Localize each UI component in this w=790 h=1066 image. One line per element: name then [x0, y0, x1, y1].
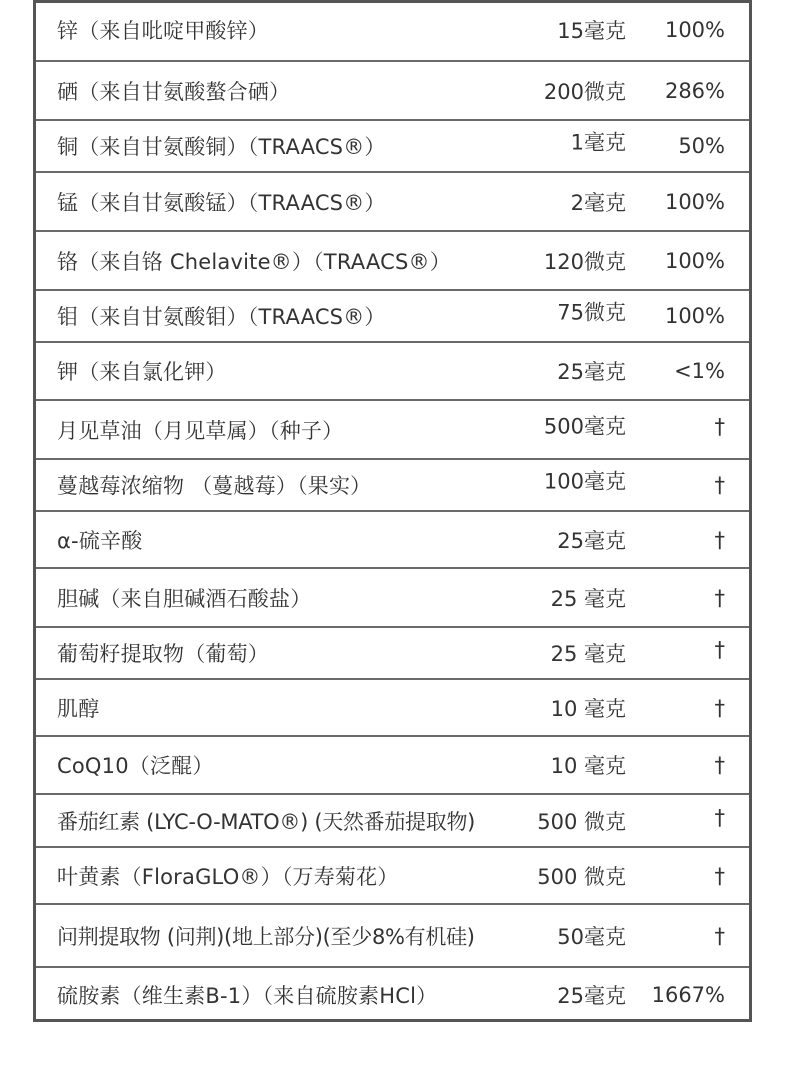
ingredient-name: 问荆提取物 (问荆)(地上部分)(至少8%有机硅): [57, 924, 475, 949]
ingredient-name: α-硫辛酸: [57, 528, 143, 553]
table-row: [36, 0, 749, 62]
ingredient-amount: 100毫克: [543, 469, 626, 494]
ingredient-amount: 25毫克: [557, 360, 626, 384]
ingredient-amount: 25 毫克: [550, 586, 626, 611]
table-row: [36, 121, 749, 173]
daily-value: †: [714, 863, 725, 888]
table-row: [36, 173, 749, 232]
daily-value: 100%: [664, 304, 725, 328]
ingredient-name: 锌（来自吡啶甲酸锌）: [57, 19, 269, 43]
ingredient-name: 锰（来自甘氨酸锰）（TRAACS®）: [57, 190, 386, 215]
ingredient-name: 蔓越莓浓缩物 （蔓越莓）（果实）: [57, 474, 372, 498]
daily-value: 100%: [664, 189, 725, 214]
ingredient-amount: 25毫克: [557, 984, 626, 1008]
table-row: [36, 291, 749, 343]
table-row: [36, 569, 749, 628]
table-row: [36, 512, 749, 569]
table-row: [36, 232, 749, 291]
ingredient-amount: 10 毫克: [550, 696, 626, 721]
ingredient-name: 肌醇: [57, 696, 100, 721]
ingredient-name: 硒（来自甘氨酸螯合硒）: [57, 79, 291, 104]
ingredient-amount: 120微克: [543, 249, 626, 274]
ingredient-name: 月见草油（月见草属）（种子）: [57, 418, 344, 443]
ingredient-name: CoQ10（泛醌）: [57, 754, 214, 778]
ingredient-amount: 10 毫克: [550, 754, 626, 778]
ingredient-name: 钼（来自甘氨酸钼）（TRAACS®）: [57, 305, 386, 329]
ingredient-amount: 500 微克: [537, 809, 626, 834]
ingredient-name: 钾（来自氯化钾）: [57, 360, 227, 384]
ingredient-name: 胆碱（来自胆碱酒石酸盐）: [57, 586, 312, 611]
table-row: [36, 62, 749, 121]
daily-value: †: [714, 473, 725, 497]
table-row: [36, 401, 749, 460]
table-row: [36, 628, 749, 680]
ingredient-amount: 25 毫克: [550, 642, 626, 666]
ingredient-name: 葡萄籽提取物（葡萄）: [57, 642, 269, 666]
daily-value: †: [714, 923, 725, 948]
table-row: [36, 343, 749, 401]
ingredient-amount: 1毫克: [570, 130, 626, 155]
table-row: [36, 795, 749, 848]
ingredient-amount: 500 微克: [537, 864, 626, 889]
table-row: [36, 968, 749, 1022]
daily-value: <1%: [674, 359, 725, 383]
daily-value: 100%: [664, 248, 725, 273]
ingredient-amount: 200微克: [543, 79, 626, 104]
ingredient-amount: 500毫克: [543, 414, 626, 438]
daily-value: 1667%: [651, 983, 725, 1007]
daily-value: 50%: [678, 134, 725, 158]
ingredient-name: 番茄红素 (LYC-O-MATO®) (天然番茄提取物): [57, 809, 476, 834]
table-row: [36, 680, 749, 737]
daily-value: †: [714, 413, 725, 438]
daily-value: †: [714, 695, 725, 720]
daily-value: †: [714, 753, 725, 777]
table-row: [36, 737, 749, 795]
ingredient-amount: 50毫克: [557, 924, 626, 949]
table-row: [36, 460, 749, 512]
daily-value: †: [714, 585, 725, 610]
ingredient-amount: 15毫克: [557, 19, 626, 43]
ingredient-amount: 75微克: [557, 300, 626, 325]
table-row: [36, 848, 749, 905]
daily-value: †: [714, 804, 725, 829]
daily-value: 286%: [664, 78, 725, 103]
ingredient-name: 叶黄素（FloraGLO®）（万寿菊花）: [57, 864, 399, 889]
ingredient-amount: 2毫克: [570, 190, 626, 215]
supplement-facts-table: [33, 0, 752, 1022]
ingredient-name: 铜（来自甘氨酸铜）（TRAACS®）: [57, 135, 386, 159]
ingredient-amount: 25毫克: [557, 528, 626, 553]
ingredient-name: 硫胺素（维生素B-1）（来自硫胺素HCl）: [57, 984, 438, 1008]
table-row: [36, 905, 749, 968]
daily-value: 100%: [664, 18, 725, 42]
daily-value: †: [714, 527, 725, 552]
daily-value: †: [714, 637, 725, 662]
ingredient-name: 铬（来自铬 Chelavite®）（TRAACS®）: [57, 249, 451, 274]
